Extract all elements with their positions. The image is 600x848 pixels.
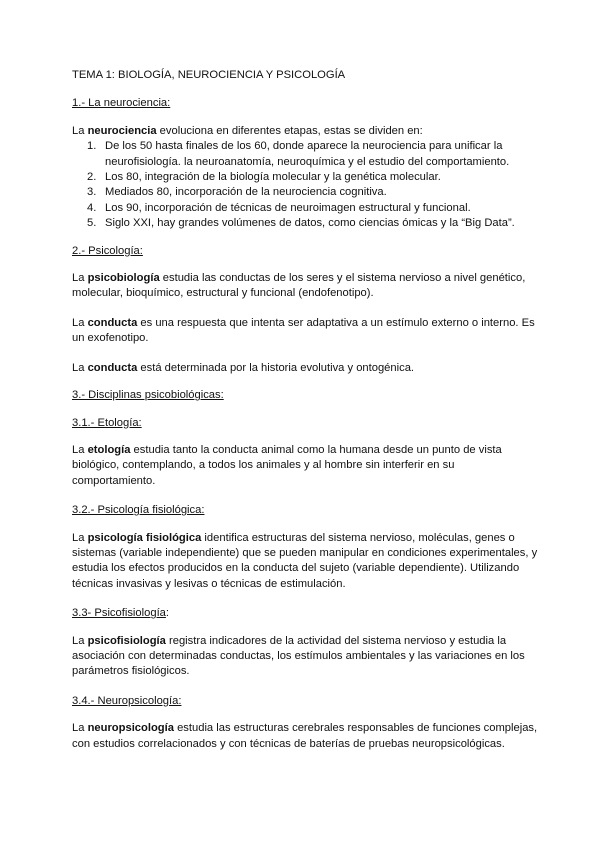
section-heading-neurociencia: 1.- La neurociencia: [72,97,171,110]
list-item: 3. Mediados 80, incorporación de la neurociencia cognitiva. [87,186,387,199]
paragraph-psicobiologia: La psicobiología estudia las conductas de los seres y el sistema nervioso a nivel genético, molecular, bioquímico, estructural y funcional (endofenotipo). [72,272,526,300]
paragraph-etologia: La etología estudia tanto la conducta animal como la humana desde un punto de vista biológico, contemplando, a todos los animales y al hombre sin interferir en su comportamiento. [72,443,502,487]
list-item: 4. Los 90, incorporación de técnicas de neuroimagen estructural y funcional. [87,201,471,214]
paragraph-conducta-respuesta: La conducta es una respuesta que intenta ser adaptativa a un estímulo externo o interno. Es un exofenotipo. [72,316,535,345]
neurociencia-stages-list [72,139,540,231]
section-heading-psicologia: 2.- Psicología: [72,244,143,257]
subsection-heading-psicofisiologia: 3.3- Psicofisiología: [72,607,170,620]
paragraph-conducta-determinada: La conducta está determinada por la historia evolutiva y ontogénica. [72,361,415,374]
list-item: 2. Los 80, integración de la biología molecular y la genética molecular. [87,171,441,184]
paragraph-psicologia-fisiologica: La psicología fisiológica identifica estructuras del sistema nervioso, moléculas, genes o sistemas (variable independiente) que se pueden manipular en condiciones experimentales, y estudia los efectos producidos en la conducta del sujeto (variable dependiente). Utilizando técnicas invasivas y lesivas o técnicas de estimulación. [72,531,538,590]
paragraph-neurociencia-intro: La neurociencia evoluciona en diferentes etapas, estas se dividen en: [72,124,423,137]
list-item: 1. De los 50 hasta finales de los 60, donde aparece la neurociencia para unificar la neurofisiología. la neuroanatomía, neuroquímica y el estudio del comportamiento. [87,140,510,168]
section-heading-disciplinas: 3.- Disciplinas psicobiológicas: [72,389,224,402]
subsection-heading-neuropsicologia: 3.4.- Neuropsicología: [72,694,182,707]
document-title: TEMA 1: BIOLOGÍA, NEUROCIENCIA Y PSICOLOGÍA [72,69,346,81]
paragraph-psicofisiologia: La psicofisiología registra indicadores de la actividad del sistema nervioso y estudia la asociación con determinadas conductas, los estímulos ambientales y las variaciones en los parámetros fisiológicos. [72,634,525,678]
list-item: 5. Siglo XXI, hay grandes volúmenes de datos, como ciencias ómicas y la “Big Data”. [87,217,515,230]
subsection-heading-etologia: 3.1.- Etología: [72,416,142,429]
paragraph-neuropsicologia: La neuropsicología estudia las estructuras cerebrales responsables de funciones complejas, con estudios correlacionados y con técnicas de baterías de pruebas neuropsicológicas. [72,722,538,750]
subsection-heading-psicologia-fisiologica: 3.2.- Psicología fisiológica: [72,504,205,517]
